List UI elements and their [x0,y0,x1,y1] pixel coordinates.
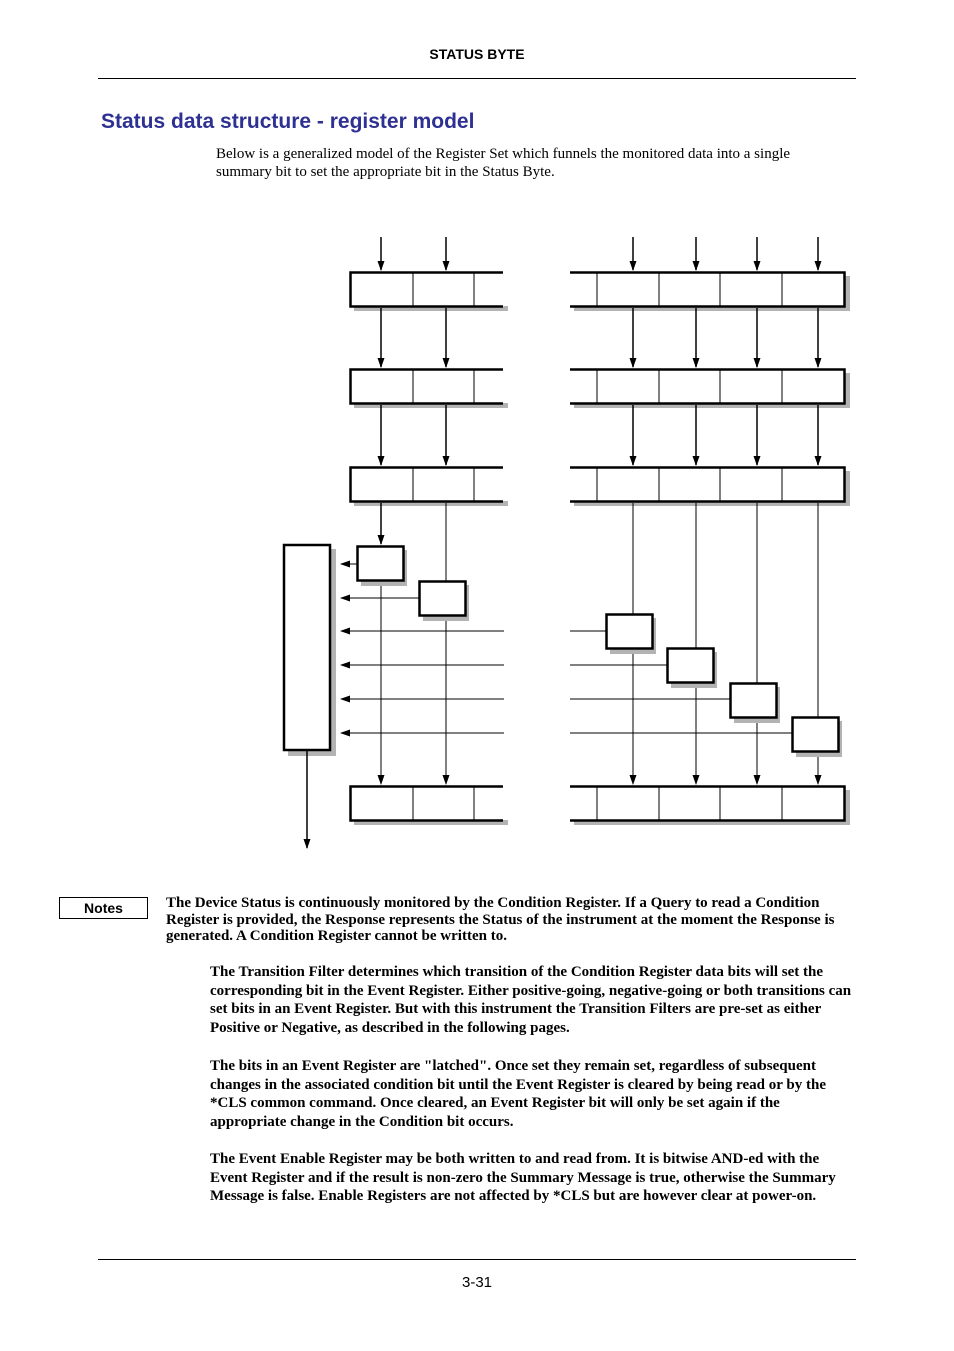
summary-lines [341,564,792,733]
event-enable-register [351,787,851,826]
footer-rule [98,1259,856,1260]
event-register [351,468,851,507]
page-number: 3-31 [461,1274,493,1291]
note-paragraph-event: The bits in an Event Register are "latched". Once set they remain set, regardless of subsequent changes in the associated condition bit until the Event Register is cleared by being read or by the *CLS common command. Once cleared, an Event Register bit will only be set again if the appropriate change in the Condition bit occurs. [210,1058,826,1130]
register-flow-arrows [381,308,818,544]
intro-paragraph: Below is a generalized model of the Register Set which funnels the monitored data into a single summary bit to set the appropriate bit in the Status Byte. [216,146,791,180]
condition-register [351,273,851,312]
enable-lines [381,503,818,784]
input-arrows [381,237,818,270]
transition-filter [351,370,851,409]
running-header: STATUS BYTE [429,46,525,62]
notes-label: Notes [59,897,148,919]
note-paragraph-transition: The Transition Filter determines which transition of the Condition Register data bits will set the corresponding bit in the Event Register. Either positive-going, negative-going or both transitions can set bits in an Event Register. But with this instrument the Transition Filters are pre-set as either Positive or Negative, as described in the following pages. [210,964,852,1036]
and-gates [358,547,843,758]
section-title: Status data structure - register model [101,110,475,133]
summary-or-box [284,545,336,756]
note-paragraph-condition: The Device Status is continuously monitored by the Condition Register. If a Query to read a Condition Register is provided, the Response represents the Status of the instrument at the moment the Response is generated. A Condition Register cannot be written to. [166,895,835,944]
note-paragraph-enable: The Event Enable Register may be both written to and read from. It is bitwise AND-ed with the Event Register and if the result is non-zero the Summary Message is true, otherwise the Summary Message is false. Enable Registers are not affected by *CLS but are however clear at power-on. [210,1151,836,1205]
